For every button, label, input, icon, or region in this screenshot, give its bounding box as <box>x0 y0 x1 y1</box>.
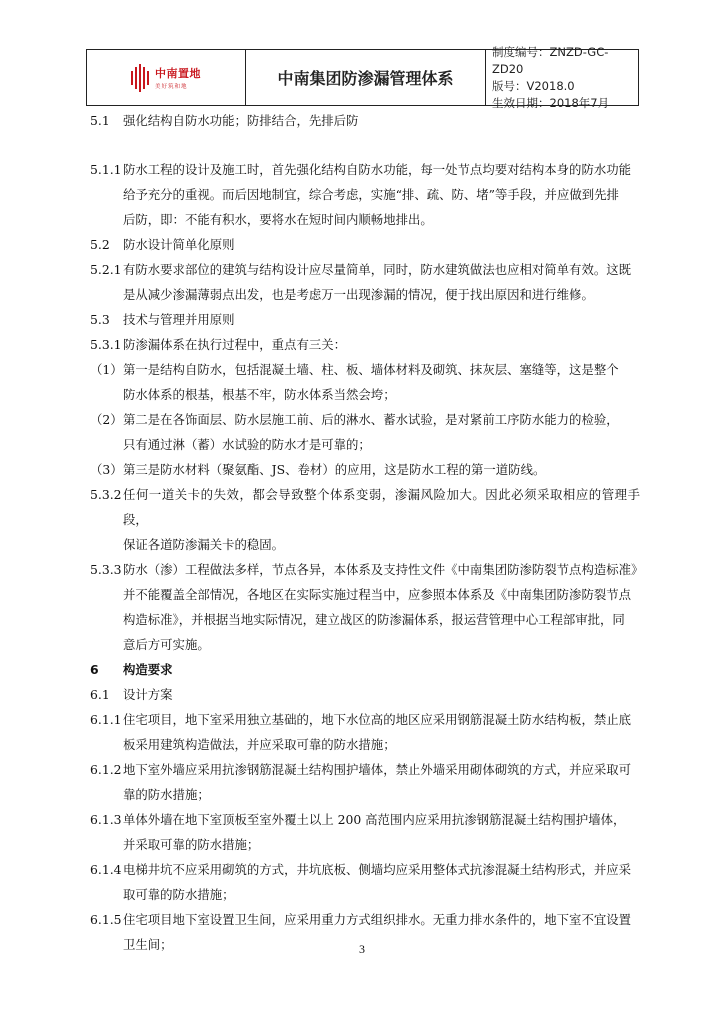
document-body <box>90 108 644 957</box>
clause-5-3-3: 5.3.3 防水（渗）工程做法多样，节点各异，本体系及支持性文件《中南集团防渗防裂节点构造标准》 并不能覆盖全部情况，各地区在实际实施过程当中，应参照本体系及《中南集团防渗防裂节点 构造标准》，并根据当地实际情况，建立战区的防渗漏体系，报运营管理中心工程部审批，同 意后方可实施。 <box>90 562 644 652</box>
doc-effective-date: 生效日期：2018年7月 <box>492 95 610 110</box>
section-5-2: 5.2 防水设计简单化原则 <box>90 237 235 252</box>
clause-6-1-4: 6.1.4 电梯井坑不应采用砌筑的方式，井坑底板、侧墙均应采用整体式抗渗混凝土结构形式，并应采 取可靠的防水措施； <box>90 862 632 902</box>
doc-code: 制度编号：ZNZD-GC-ZD20 <box>492 44 609 76</box>
clause-6-1-2: 6.1.2 地下室外墙应采用抗渗钢筋混凝土结构围护墙体，禁止外墙采用砌体砌筑的方式，并应采取可 靠的防水措施； <box>90 762 632 802</box>
clause-6-1-1: 6.1.1 住宅项目，地下室采用独立基础的，地下水位高的地区应采用钢筋混凝土防水结构板，禁止底 板采用建筑构造做法，并应采取可靠的防水措施； <box>90 712 632 752</box>
company-logo <box>131 64 201 92</box>
list-item-2: （2） 第二是在各饰面层、防水层施工前、后的淋水、蓄水试验，是对紧前工序防水能力的检验， 只有通过淋（蓄）水试验的防水才是可靠的； <box>90 412 619 452</box>
clause-5-1-1: 5.1.1 防水工程的设计及施工时，首先强化结构自防水功能，每一处节点均要对结构本身的防水功能 给予充分的重视。而后因地制宜，综合考虑，实施“排、疏、防、堵”等手段，并应做到先排 后防，即：不能有积水，要将水在短时间内顺畅地排出。 <box>90 162 632 227</box>
section-6-1: 6.1 设计方案 <box>90 687 173 702</box>
clause-5-2-1: 5.2.1 有防水要求部位的建筑与结构设计应尽量简单，同时，防水建筑做法也应相对简单有效。这既 是从减少渗漏薄弱点出发，也是考虑万一出现渗漏的情况，便于找出原因和进行维修。 <box>90 262 632 302</box>
logo-cell <box>87 50 246 105</box>
clause-6-1-5: 6.1.5 住宅项目地下室设置卫生间，应采用重力方式组织排水。无重力排水条件的，地下室不宜设置 卫生间； <box>90 912 632 952</box>
section-5-1: 5.1 强化结构自防水功能；防排结合，先排后防 <box>90 113 359 128</box>
document-header-table <box>86 44 639 110</box>
clause-6-1-3: 6.1.3 单体外墙在地下室顶板至室外覆土以上 200 高范围内应采用抗渗钢筋混凝土结构围护墙体， 并采取可靠的防水措施； <box>90 812 626 852</box>
section-5-3: 5.3 技术与管理并用原则 <box>90 312 235 327</box>
page-number: 3 <box>359 942 365 956</box>
doc-version: 版号：V2018.0 <box>492 78 575 93</box>
section-6-heading: 6 构造要求 <box>90 662 173 677</box>
clause-5-3-1: 5.3.1 防渗漏体系在执行过程中，重点有三关： <box>90 337 347 352</box>
list-item-1: （1） 第一是结构自防水，包括混凝土墙、柱、板、墙体材料及砌筑、抹灰层、塞缝等，这是整个 防水体系的根基，根基不牢，防水体系当然会垮； <box>90 362 619 402</box>
document-title: 中南集团防渗漏管理体系 <box>246 50 486 105</box>
logo-bars-icon <box>131 64 149 92</box>
logo-slogan: 美好筑和地 <box>155 84 188 90</box>
list-item-3: （3） 第三是防水材料（聚氨酯、JS、卷材）的应用，这是防水工程的第一道防线。 <box>90 462 546 477</box>
document-meta <box>486 44 638 110</box>
logo-name: 中南置地 <box>155 67 201 80</box>
clause-5-3-2: 5.3.2 任何一道关卡的失效，都会导致整个体系变弱，渗漏风险加大。因此必须采取相应的管理手段， 保证各道防渗漏关卡的稳固。 <box>90 487 640 552</box>
